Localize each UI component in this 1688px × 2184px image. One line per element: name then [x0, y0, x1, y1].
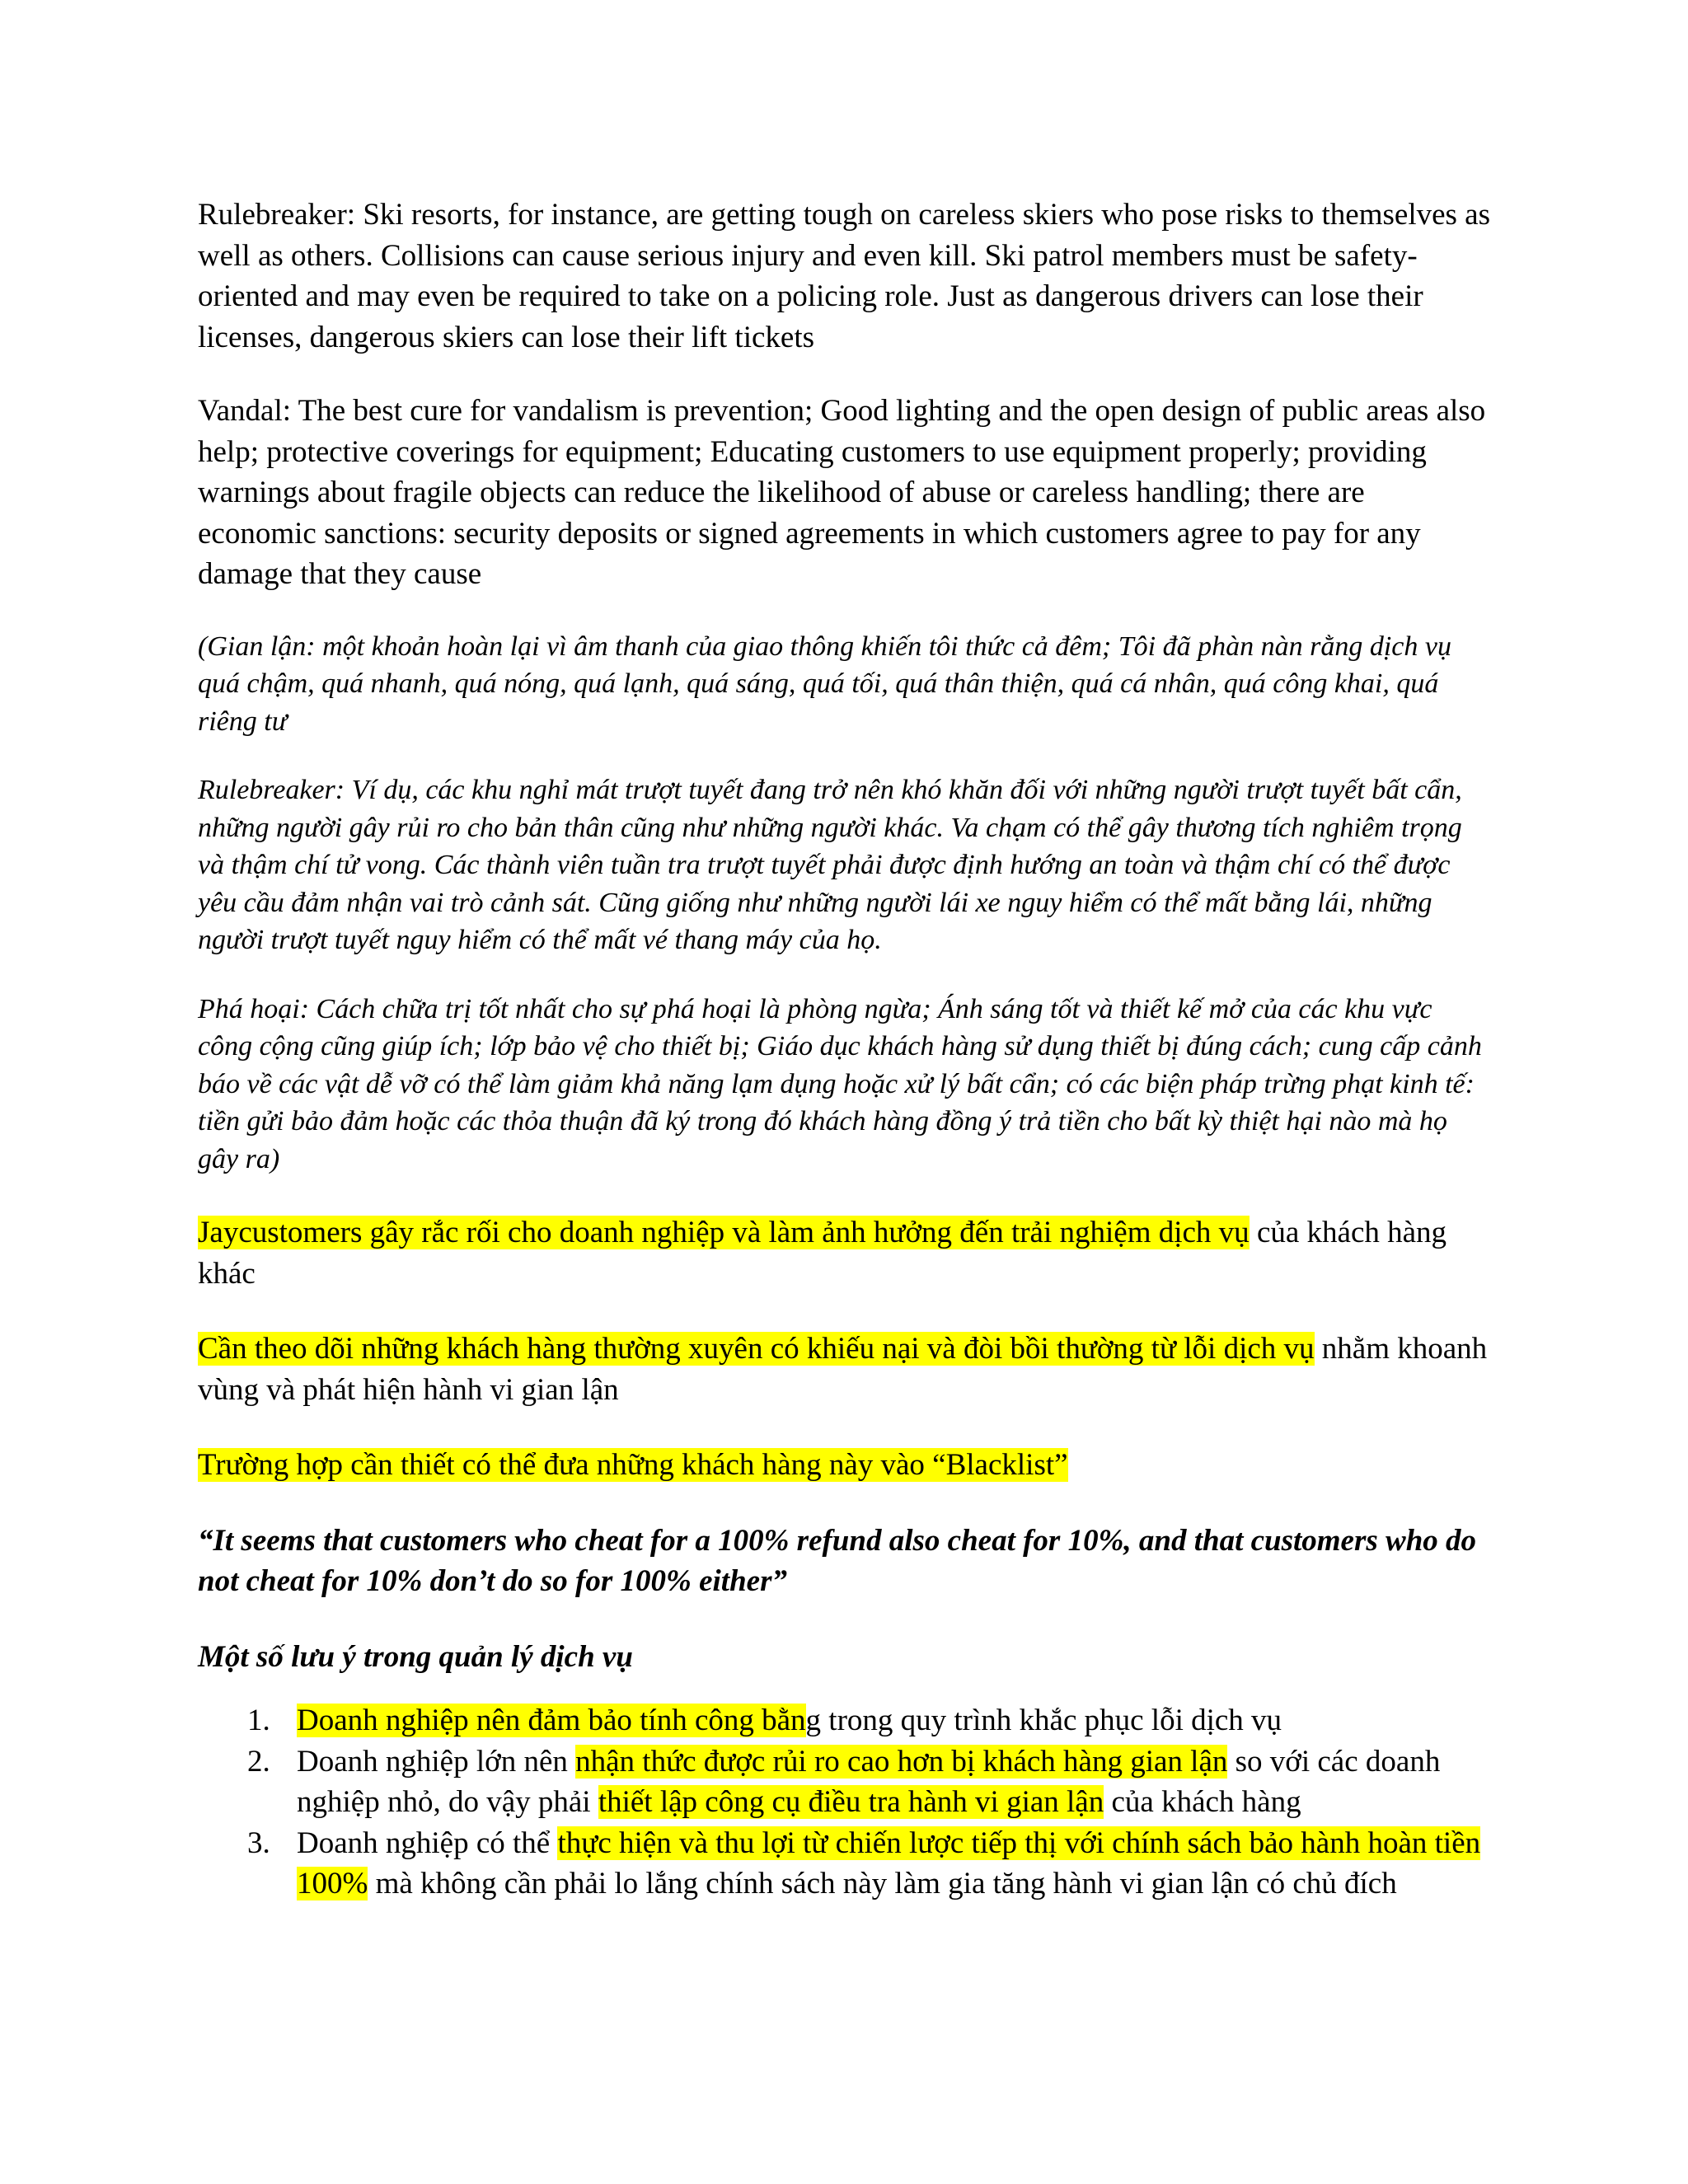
quote-refund: “It seems that customers who cheat for a 100% refund also cheat for 10%, and that customers who do not cheat for 10% don’t do so for 100% either”: [198, 1523, 1477, 1598]
notes-heading: Một số lưu ý trong quản lý dịch vụ: [198, 1639, 633, 1674]
plain-text: mà không cần phải lo lắng chính sách này làm gia tăng hành vi gian lận có chủ đích: [368, 1867, 1397, 1900]
paragraph-blacklist: [198, 1445, 1490, 1486]
highlighted-text: Trường hợp cần thiết có thể đưa những khách hàng này vào “Blacklist”: [198, 1448, 1068, 1482]
list-item: [198, 1823, 1490, 1905]
paragraph-gian-lan-vi: (Gian lận: một khoản hoàn lại vì âm thanh của giao thông khiến tôi thức cả đêm; Tôi đã phàn nàn rằng dịch vụ quá chậm, quá nhanh, quá nóng, quá lạnh, quá sáng, quá tối, quá thân thiện, quá cá nhân, quá công khai, quá riêng tư: [198, 630, 1451, 737]
highlighted-text: nhận thức được rủi ro cao hơn bị khách hàng gian lận: [575, 1744, 1228, 1779]
paragraph-rulebreaker-en: Rulebreaker: Ski resorts, for instance, are getting tough on careless skiers who pose risks to themselves as well as others. Collisions can cause serious injury and even kill. Ski patrol members must be safety-oriented and may even be required to take on a policing role. Just as dangerous drivers can lose their licenses, dangerous skiers can lose their lift tickets: [198, 198, 1491, 354]
plain-text: Doanh nghiệp có thể: [297, 1825, 558, 1860]
plain-text: so với các doanh nghiệp nhỏ, do vậy phải: [297, 1744, 1441, 1819]
highlighted-text: Cần theo dõi những khách hàng thường xuyên có khiếu nại và đòi bồi thường từ lỗi dịch vụ: [198, 1332, 1315, 1366]
plain-text: nhằm khoanh vùng và phát hiện hành vi gian lận: [198, 1332, 1488, 1407]
list-number: 2.: [247, 1744, 270, 1779]
highlighted-text: thực hiện và thu lợi từ chiến lược tiếp thị với chính sách bảo hành hoàn tiền 100%: [297, 1825, 1481, 1900]
list-number: 3.: [247, 1825, 270, 1860]
list-number: 1.: [247, 1704, 270, 1737]
paragraph-vandal-en: Vandal: The best cure for vandalism is prevention; Good lighting and the open design of public areas also help; protective coverings for equipment; Educating customers to use equipment properly; providing warnings about fragile objects can reduce the likelihood of abuse or careless handling; there are economic sanctions: security deposits or signed agreements in which customers agree to pay for any damage that they cause: [198, 394, 1486, 591]
list-item: [198, 1741, 1490, 1823]
list-item: [198, 1700, 1490, 1741]
paragraph-theo-doi: [198, 1329, 1490, 1410]
plain-text: của khách hàng: [1104, 1785, 1301, 1819]
plain-text: Doanh nghiệp lớn nên: [297, 1744, 576, 1779]
plain-text: g trong quy trình khắc phục lỗi dịch vụ: [805, 1704, 1282, 1737]
notes-list: [198, 1700, 1490, 1905]
highlighted-text: Doanh nghiệp nên đảm bảo tính công bằn: [297, 1704, 806, 1737]
plain-text: của khách hàng khác: [198, 1216, 1447, 1291]
document-page: [198, 194, 1490, 1905]
highlighted-text: Jaycustomers gây rắc rối cho doanh nghiệp và làm ảnh hưởng đến trải nghiệm dịch vụ: [198, 1216, 1250, 1249]
highlighted-text: thiết lập công cụ điều tra hành vi gian lận: [598, 1785, 1104, 1819]
paragraph-pha-hoai-vi: Phá hoại: Cách chữa trị tốt nhất cho sự phá hoại là phòng ngừa; Ánh sáng tốt và thiết kế mở của các khu vực công cộng cũng giúp ích; lớp bảo vệ cho thiết bị; Giáo dục khách hàng sử dụng thiết bị đúng cách; cung cấp cảnh báo về các vật dễ vỡ có thể làm giảm khả năng lạm dụng hoặc xử lý bất cẩn; có các biện pháp trừng phạt kinh tế: tiền gửi bảo đảm hoặc các thỏa thuận đã ký trong đó khách hàng đồng ý trả tiền cho bất kỳ thiệt hại nào mà họ gây ra): [198, 993, 1482, 1174]
paragraph-rulebreaker-vi: Rulebreaker: Ví dụ, các khu nghỉ mát trượt tuyết đang trở nên khó khăn đối với những người trượt tuyết bất cẩn, những người gây rủi ro cho bản thân cũng như những người khác. Va chạm có thể gây thương tích nghiêm trọng và thậm chí tử vong. Các thành viên tuần tra trượt tuyết phải được định hướng an toàn và thậm chí có thể được yêu cầu đảm nhận vai trò cảnh sát. Cũng giống như những người lái xe nguy hiểm có thể mất bằng lái, những người trượt tuyết nguy hiểm có thể mất vé thang máy của họ.: [198, 775, 1462, 955]
paragraph-jaycustomers: [198, 1212, 1490, 1294]
